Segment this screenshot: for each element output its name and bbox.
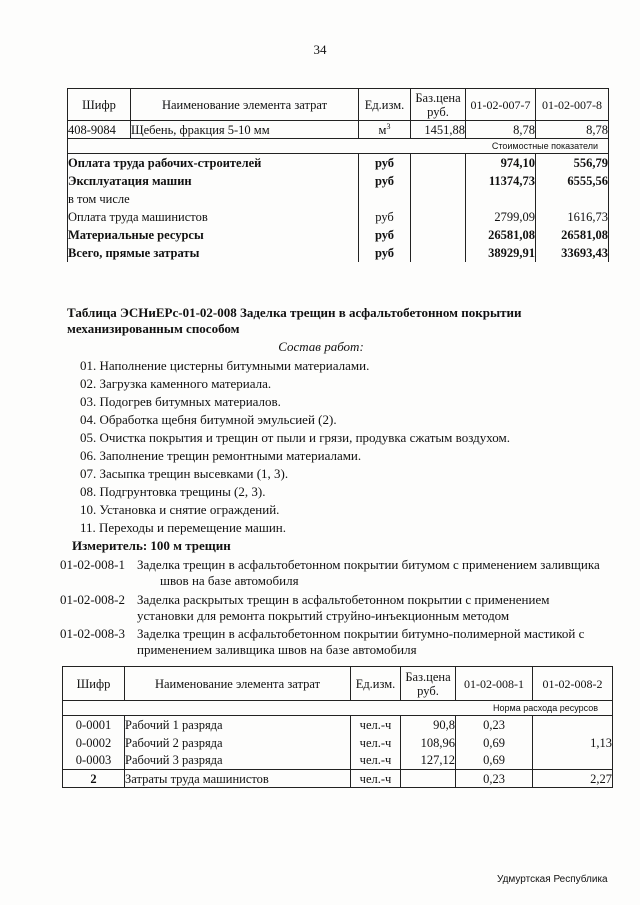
- footer-region: Удмуртская Республика: [497, 874, 608, 885]
- cost-col1: 26581,08: [466, 226, 536, 244]
- list-item: 05. Очистка покрытия и трещин от пыли и грязи, продувка сжатым воздухом.: [80, 430, 510, 445]
- work-composition-heading: Состав работ:: [278, 339, 364, 354]
- cost-name: Материальные ресурсы: [68, 226, 359, 244]
- list-item: 02. Загрузка каменного материала.: [80, 376, 272, 391]
- row-unit: чел.-ч: [351, 752, 401, 770]
- section-label-row: [63, 701, 613, 716]
- norm-description: применением заливщика швов на базе автомобиля: [137, 642, 417, 657]
- list-item: 07. Засыпка трещин высевками (1, 3).: [80, 466, 289, 481]
- table-row: [68, 244, 609, 262]
- header-name: Наименование элемента затрат: [131, 89, 359, 121]
- norm-description: Заделка раскрытых трещин в асфальтобетонном покрытии с применением: [137, 592, 550, 607]
- table-title-line: механизированным способом: [67, 321, 240, 336]
- cost-price: [411, 208, 466, 226]
- row-price: [401, 770, 456, 788]
- header-price-line2: руб.: [417, 683, 439, 698]
- list-item: 03. Подогрев битумных материалов.: [80, 394, 281, 409]
- page-number: 34: [313, 42, 327, 57]
- table-header-row: [63, 667, 613, 701]
- norm-item: [60, 557, 620, 589]
- cost-name: Эксплуатация машин: [68, 172, 359, 190]
- norm-code: 01-02-008-1: [60, 557, 125, 572]
- measure-unit: Измеритель: 100 м трещин: [72, 538, 231, 553]
- resource-col2: 8,78: [536, 121, 609, 139]
- list-item: 01. Наполнение цистерны битумными материалами.: [80, 358, 370, 373]
- norm-code: 01-02-008-2: [60, 592, 125, 607]
- list-item: 06. Заполнение трещин ремонтными материалами.: [80, 448, 362, 463]
- cost-price: [411, 226, 466, 244]
- cost-unit: [359, 190, 411, 208]
- row-code: 0-0002: [63, 734, 125, 752]
- header-norm-col1: 01-02-008-1: [456, 667, 533, 701]
- table-row: [68, 190, 609, 208]
- list-item: 10. Установка и снятие ограждений.: [80, 502, 280, 517]
- row-unit: чел.-ч: [351, 716, 401, 734]
- cost-unit: руб: [359, 244, 411, 262]
- row-price: 108,96: [401, 734, 456, 752]
- cost-price: [411, 190, 466, 208]
- table-row: [68, 172, 609, 190]
- resource-unit: [359, 121, 411, 139]
- header-price-line1: Баз.цена: [415, 90, 461, 105]
- cost-name: Оплата труда машинистов: [68, 208, 359, 226]
- norm-description: установки для ремонта покрытий струйно-инъекционным методом: [137, 608, 510, 623]
- norm-description: швов на базе автомобиля: [160, 573, 299, 588]
- row-name: Рабочий 1 разряда: [125, 716, 351, 734]
- cost-unit: руб: [359, 226, 411, 244]
- header-norm-col2: 01-02-007-8: [536, 89, 609, 121]
- cost-name: в том числе: [68, 190, 359, 208]
- norm-code: 01-02-008-3: [60, 626, 125, 641]
- cost-col1: 11374,73: [466, 172, 536, 190]
- cost-price: [411, 172, 466, 190]
- row-price: 90,8: [401, 716, 456, 734]
- cost-price: [411, 244, 466, 262]
- row-name: Рабочий 2 разряда: [125, 734, 351, 752]
- section-label-row: [68, 139, 609, 154]
- section-label: Стоимостные показатели: [68, 139, 609, 154]
- cost-price: [411, 154, 466, 172]
- cost-col2: 1616,73: [536, 208, 609, 226]
- norm-item: [60, 592, 620, 624]
- resource-col1: 8,78: [466, 121, 536, 139]
- table-row: [68, 226, 609, 244]
- list-item: 08. Подгрунтовка трещины (2, 3).: [80, 484, 266, 499]
- cost-name: Всего, прямые затраты: [68, 244, 359, 262]
- header-price-line1: Баз.цена: [405, 669, 451, 684]
- cost-table-01-02-007: [67, 88, 609, 262]
- row-name: Рабочий 3 разряда: [125, 752, 351, 770]
- cost-col1: 974,10: [466, 154, 536, 172]
- cost-unit: руб: [359, 172, 411, 190]
- table-row: [63, 770, 613, 788]
- workers-col2-merged: 1,13: [533, 716, 613, 770]
- resource-unit-base: м: [378, 122, 387, 137]
- header-price-line2: руб.: [427, 104, 449, 119]
- table-title: [67, 305, 522, 337]
- row-col1: 0,69: [456, 734, 533, 752]
- header-code: Шифр: [63, 667, 125, 701]
- norm-item: [60, 626, 620, 658]
- row-code: 0-0003: [63, 752, 125, 770]
- table-row: [68, 154, 609, 172]
- cost-name: Оплата труда рабочих-строителей: [68, 154, 359, 172]
- cost-col2: 33693,43: [536, 244, 609, 262]
- resource-code: 408-9084: [68, 121, 131, 139]
- cost-col2: [536, 190, 609, 208]
- header-price: [401, 667, 456, 701]
- header-name: Наименование элемента затрат: [125, 667, 351, 701]
- cost-col2: 556,79: [536, 154, 609, 172]
- cost-col2: 6555,56: [536, 172, 609, 190]
- row-code: 2: [63, 770, 125, 788]
- resource-name: Щебень, фракция 5-10 мм: [131, 121, 359, 139]
- cost-col1: 38929,91: [466, 244, 536, 262]
- row-col2: 2,27: [533, 770, 613, 788]
- cost-col1: [466, 190, 536, 208]
- header-norm-col1: 01-02-007-7: [466, 89, 536, 121]
- row-col1: 0,69: [456, 752, 533, 770]
- table-title-line: Таблица ЭСНиЕРс-01-02-008 Заделка трещин в асфальтобетонном покрытии: [67, 305, 522, 320]
- cost-unit: руб: [359, 208, 411, 226]
- table-row: [68, 208, 609, 226]
- row-code: 0-0001: [63, 716, 125, 734]
- cost-unit: руб: [359, 154, 411, 172]
- header-unit: Ед.изм.: [351, 667, 401, 701]
- table-row: [68, 121, 609, 139]
- list-item: 11. Переходы и перемещение машин.: [80, 520, 287, 535]
- header-code: Шифр: [68, 89, 131, 121]
- row-col1: 0,23: [456, 716, 533, 734]
- row-unit: чел.-ч: [351, 734, 401, 752]
- table-row: [63, 752, 613, 770]
- cost-col2: 26581,08: [536, 226, 609, 244]
- header-unit: Ед.изм.: [359, 89, 411, 121]
- resource-unit-superscript: 3: [386, 121, 391, 131]
- list-item: 04. Обработка щебня битумной эмульсией (2).: [80, 412, 337, 427]
- table-row: [63, 734, 613, 752]
- table-header-row: [68, 89, 609, 121]
- header-norm-col2: 01-02-008-2: [533, 667, 613, 701]
- work-items-list: [80, 357, 510, 537]
- norm-description: Заделка трещин в асфальтобетонном покрытии битумом с применением заливщика: [137, 557, 600, 572]
- section-label: Норма расхода ресурсов: [63, 701, 613, 716]
- table-row: [63, 716, 613, 734]
- resource-table-01-02-008: [62, 666, 613, 788]
- norm-description: Заделка трещин в асфальтобетонном покрытии битумно-полимерной мастикой с: [137, 626, 585, 641]
- row-col1: 0,23: [456, 770, 533, 788]
- header-price: [411, 89, 466, 121]
- row-unit: чел.-ч: [351, 770, 401, 788]
- row-name: Затраты труда машинистов: [125, 770, 351, 788]
- resource-price: 1451,88: [411, 121, 466, 139]
- row-price: 127,12: [401, 752, 456, 770]
- cost-col1: 2799,09: [466, 208, 536, 226]
